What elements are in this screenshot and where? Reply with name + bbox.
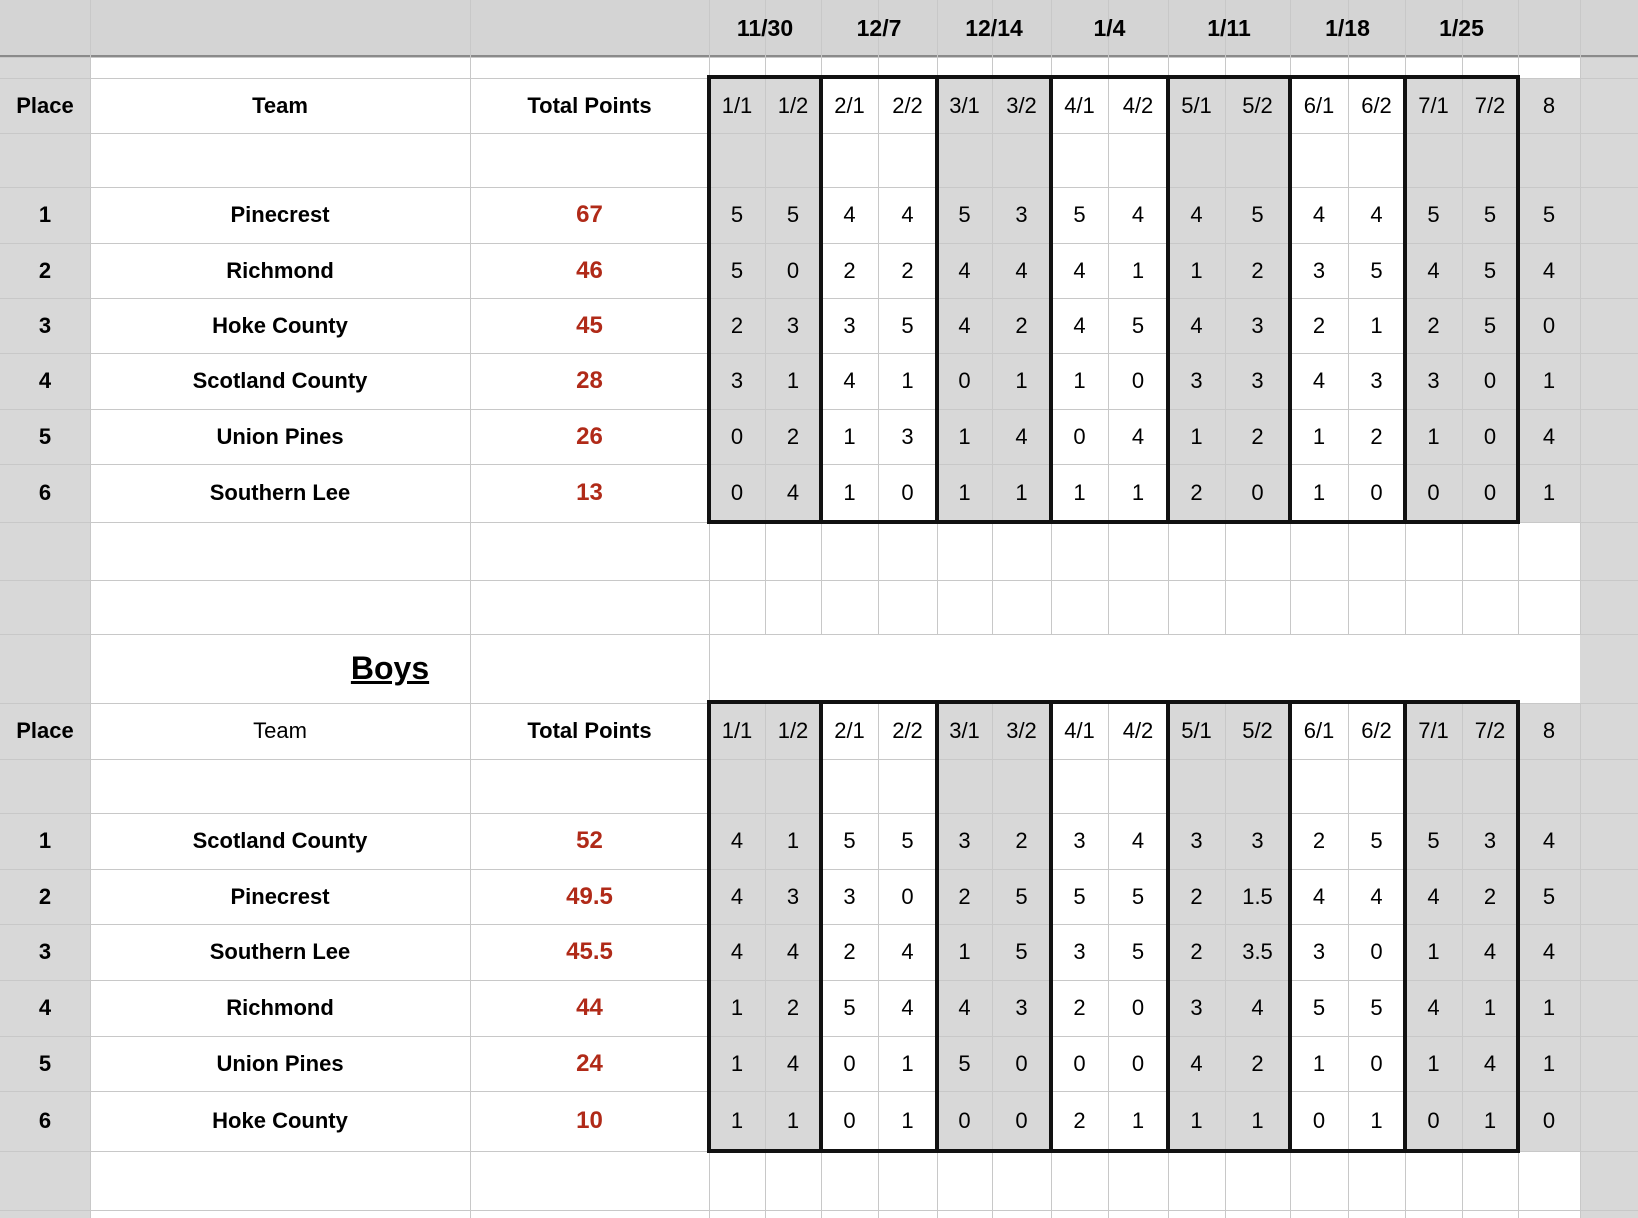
- score-cell: 3: [1190, 995, 1203, 1020]
- score-cell: 1: [1073, 368, 1086, 393]
- score-cell: 1: [1427, 1050, 1440, 1076]
- week-date-header: 12/14: [965, 15, 1023, 41]
- score-cell: 0: [1131, 368, 1145, 393]
- score-cell: 4: [1483, 1050, 1497, 1076]
- score-cell: 2: [1251, 423, 1264, 449]
- score-cell: 3: [1483, 828, 1497, 853]
- sub-column-header: 4/2: [1122, 92, 1154, 118]
- score-cell: 5: [1131, 883, 1145, 909]
- score-cell: 1: [1483, 995, 1497, 1020]
- score-cell: 3: [1190, 368, 1203, 393]
- total-points: 49.5: [566, 882, 613, 910]
- score-cell: 2: [1312, 312, 1326, 338]
- score-cell: 4: [1073, 312, 1086, 338]
- score-cell: 1: [1427, 423, 1440, 449]
- score-cell: 2: [1251, 257, 1264, 283]
- score-cell: 1: [786, 368, 800, 393]
- score-cell: 4: [1190, 202, 1203, 227]
- score-cell: 0: [843, 1050, 856, 1076]
- score-cell: 4: [1312, 202, 1326, 227]
- score-cell: 5: [1073, 883, 1086, 909]
- score-cell: 1: [1542, 368, 1556, 393]
- score-cell: 5: [1542, 883, 1556, 909]
- place-cell: 1: [38, 202, 52, 227]
- score-cell: 3: [1370, 368, 1383, 393]
- score-cell: 1: [1542, 480, 1556, 505]
- score-cell: 1: [786, 1108, 800, 1133]
- score-cell: 5: [901, 828, 914, 853]
- score-cell: 3: [1312, 257, 1326, 283]
- grid-line: [0, 759, 1638, 760]
- score-cell: 5: [1015, 883, 1028, 909]
- sub-column-header: 5/1: [1181, 718, 1212, 743]
- score-cell: 0: [730, 423, 744, 449]
- score-cell: 1: [786, 828, 800, 853]
- sub-column-header: 7/1: [1418, 718, 1449, 743]
- score-cell: 5: [1131, 939, 1145, 964]
- score-cell: 2: [1190, 939, 1203, 964]
- week-date-header: 11/30: [736, 15, 794, 41]
- score-cell: 1: [1370, 312, 1383, 338]
- score-cell: 1: [1073, 480, 1086, 505]
- score-cell: 1: [1251, 1108, 1264, 1133]
- team-name: Scotland County: [192, 828, 368, 853]
- total-points: 24: [576, 1049, 603, 1077]
- section-title: Boys: [350, 649, 430, 686]
- sub-column-header: 6/1: [1303, 92, 1335, 118]
- score-cell: 1.5: [1242, 883, 1273, 909]
- score-cell: 1: [1312, 423, 1326, 449]
- sub-column-header: 5/1: [1181, 92, 1212, 118]
- team-name: Pinecrest: [230, 202, 330, 227]
- score-cell: 3: [843, 883, 856, 909]
- score-cell: 4: [1542, 828, 1556, 853]
- title-band-bg: [710, 635, 1580, 703]
- score-cell: 2: [901, 257, 914, 283]
- score-cell: 1: [1015, 368, 1028, 393]
- score-cell: 0: [1542, 312, 1556, 338]
- score-cell: 0: [1251, 480, 1264, 505]
- score-cell: 0: [1370, 480, 1383, 505]
- score-cell: 4: [786, 480, 800, 505]
- score-cell: 3: [1251, 312, 1264, 338]
- team-name: Richmond: [226, 257, 334, 283]
- week-date-header: 12/7: [856, 15, 902, 41]
- score-cell: 1: [1542, 995, 1556, 1020]
- score-cell: 4: [843, 368, 856, 393]
- score-cell: 0: [901, 883, 914, 909]
- score-cell: 2: [730, 312, 744, 338]
- score-cell: 3: [1251, 828, 1264, 853]
- score-cell: 0: [730, 480, 744, 505]
- score-cell: 0: [1370, 939, 1383, 964]
- sub-column-header: 7/1: [1418, 92, 1449, 118]
- total-points-header: Total Points: [527, 718, 652, 743]
- score-cell: 4: [1131, 423, 1145, 449]
- score-cell: 4: [1190, 312, 1203, 338]
- score-cell: 1: [1131, 1108, 1145, 1133]
- team-name: Pinecrest: [230, 883, 330, 909]
- total-points: 10: [576, 1107, 603, 1134]
- total-points: 28: [576, 367, 603, 394]
- score-cell: 5: [1015, 939, 1028, 964]
- sub-column-header: 3/1: [949, 92, 980, 118]
- score-cell: 5: [1370, 828, 1383, 853]
- place-cell: 5: [38, 1050, 52, 1076]
- total-points: 46: [576, 256, 603, 284]
- total-points: 26: [576, 422, 603, 450]
- score-cell: 5: [1131, 312, 1145, 338]
- score-cell: 2: [1190, 883, 1203, 909]
- score-cell: 5: [730, 257, 744, 283]
- total-points: 13: [576, 479, 603, 506]
- sub-column-header: 2/2: [892, 92, 923, 118]
- score-cell: 2: [786, 995, 800, 1020]
- sub-column-header: 8: [1542, 718, 1556, 743]
- place-cell: 4: [38, 368, 52, 393]
- score-cell: 4: [1131, 202, 1145, 227]
- score-cell: 4: [1251, 995, 1264, 1020]
- sub-column-header: 1/1: [721, 718, 753, 743]
- score-cell: 2: [1251, 1050, 1264, 1076]
- score-cell: 2: [958, 883, 971, 909]
- score-cell: 1: [1370, 1108, 1383, 1133]
- score-cell: 4: [901, 995, 914, 1020]
- score-cell: 5: [1483, 312, 1497, 338]
- score-cell: 3: [1312, 939, 1326, 964]
- score-cell: 5: [901, 312, 914, 338]
- score-cell: 0: [1015, 1108, 1028, 1133]
- team-name: Richmond: [226, 995, 334, 1020]
- score-cell: 5: [958, 1050, 971, 1076]
- score-cell: 1: [1427, 939, 1440, 964]
- place-cell: 6: [38, 480, 52, 505]
- score-cell: 2: [1015, 828, 1028, 853]
- sub-column-header: 3/1: [949, 718, 980, 743]
- total-points: 45.5: [566, 938, 613, 965]
- score-cell: 4: [958, 312, 971, 338]
- grid-line: [1580, 703, 1581, 1218]
- total-points: 45: [576, 311, 603, 339]
- last-column-shade: [1580, 57, 1638, 1218]
- place-cell: 2: [38, 883, 52, 909]
- score-cell: 5: [1427, 828, 1440, 853]
- score-cell: 4: [843, 202, 856, 227]
- sub-column-header: 5/2: [1242, 92, 1273, 118]
- total-points: 44: [576, 994, 603, 1021]
- sub-column-header: 6/2: [1361, 92, 1392, 118]
- sub-column-header: 5/2: [1242, 718, 1273, 743]
- score-cell: 1: [1015, 480, 1028, 505]
- score-cell: 1: [1483, 1108, 1497, 1133]
- score-cell: 5: [1370, 995, 1383, 1020]
- grid-line: [1580, 0, 1581, 634]
- score-cell: 1: [958, 939, 971, 964]
- score-cell: 0: [901, 480, 914, 505]
- grid-line: [0, 1151, 1638, 1152]
- score-cell: 4: [958, 257, 971, 283]
- sub-column-header: 2/1: [834, 718, 865, 743]
- score-cell: 4: [1370, 202, 1383, 227]
- score-cell: 3: [1190, 828, 1203, 853]
- score-cell: 0: [958, 368, 971, 393]
- place-cell: 1: [38, 828, 52, 853]
- score-cell: 0: [1483, 368, 1497, 393]
- score-cell: 4: [901, 939, 914, 964]
- score-cell: 2: [843, 939, 856, 964]
- score-cell: 4: [1073, 257, 1086, 283]
- score-cell: 1: [843, 423, 856, 449]
- score-cell: 4: [1483, 939, 1497, 964]
- sub-column-header: 1/2: [777, 92, 809, 118]
- score-cell: 0: [843, 1108, 856, 1133]
- score-cell: 1: [901, 1050, 914, 1076]
- score-cell: 1: [958, 480, 971, 505]
- total-points: 67: [576, 201, 603, 228]
- score-cell: 0: [1483, 480, 1497, 505]
- score-cell: 0: [1131, 995, 1145, 1020]
- sub-column-header: 1/1: [721, 92, 753, 118]
- score-cell: 5: [1483, 202, 1497, 227]
- score-cell: 2: [1370, 423, 1383, 449]
- score-cell: 4: [1190, 1050, 1203, 1076]
- sub-column-header: 7/2: [1474, 92, 1506, 118]
- score-cell: 0: [1542, 1108, 1556, 1133]
- score-cell: 1: [843, 480, 856, 505]
- score-cell: 4: [1542, 257, 1556, 283]
- team-name: Southern Lee: [209, 939, 351, 964]
- score-cell: 4: [1427, 995, 1440, 1020]
- place-cell: 6: [38, 1108, 52, 1133]
- score-cell: 0: [1370, 1050, 1383, 1076]
- sub-column-header: 2/2: [892, 718, 923, 743]
- score-cell: 5: [958, 202, 971, 227]
- score-cell: 4: [1542, 939, 1556, 964]
- score-cell: 2: [1427, 312, 1440, 338]
- score-cell: 3: [730, 368, 744, 393]
- score-cell: 5: [1251, 202, 1264, 227]
- place-cell: 2: [38, 257, 52, 283]
- score-cell: 5: [843, 995, 856, 1020]
- team-name: Union Pines: [216, 423, 344, 449]
- score-cell: 3: [1015, 202, 1028, 227]
- grid-line: [0, 580, 1638, 581]
- sub-column-header: 4/1: [1064, 92, 1095, 118]
- score-cell: 4: [1015, 423, 1028, 449]
- score-cell: 3: [958, 828, 971, 853]
- score-cell: 5: [1427, 202, 1440, 227]
- score-cell: 3: [843, 312, 856, 338]
- place-cell: 4: [38, 995, 52, 1020]
- grid-line: [0, 1210, 1638, 1211]
- score-cell: 0: [1312, 1108, 1326, 1133]
- score-cell: 1: [1190, 1108, 1203, 1133]
- score-cell: 1: [1190, 423, 1203, 449]
- week-date-header: 1/18: [1325, 15, 1370, 41]
- score-cell: 5: [1483, 257, 1497, 283]
- sub-column-header: 2/1: [834, 92, 865, 118]
- grid-line: [0, 57, 1638, 58]
- place-cell: 5: [38, 423, 52, 449]
- total-points: 52: [576, 827, 603, 854]
- score-cell: 4: [958, 995, 971, 1020]
- score-cell: 0: [786, 257, 800, 283]
- sub-column-header: 7/2: [1474, 718, 1506, 743]
- score-cell: 1: [1190, 257, 1203, 283]
- score-cell: 0: [1073, 423, 1086, 449]
- score-cell: 4: [1427, 883, 1440, 909]
- score-cell: 4: [1370, 883, 1383, 909]
- score-cell: 2: [1190, 480, 1203, 505]
- score-cell: 1: [730, 995, 744, 1020]
- grid-line: [0, 133, 1638, 134]
- score-cell: 4: [1131, 828, 1145, 853]
- score-cell: 0: [1427, 1108, 1440, 1133]
- score-cell: 5: [843, 828, 856, 853]
- score-cell: 0: [1427, 480, 1440, 505]
- score-cell: 5: [1073, 202, 1086, 227]
- score-cell: 3: [786, 312, 800, 338]
- place-cell: 3: [38, 312, 52, 338]
- sub-column-header: 6/1: [1303, 718, 1335, 743]
- score-cell: 3: [1015, 995, 1028, 1020]
- score-cell: 1: [1312, 1050, 1326, 1076]
- sub-column-header: 4/1: [1064, 718, 1095, 743]
- score-cell: 2: [1312, 828, 1326, 853]
- score-cell: 0: [1483, 423, 1497, 449]
- score-cell: 4: [1542, 423, 1556, 449]
- score-cell: 3: [1073, 828, 1086, 853]
- sub-column-header: 1/2: [777, 718, 809, 743]
- score-cell: 2: [1073, 995, 1086, 1020]
- score-cell: 1: [1131, 257, 1145, 283]
- score-cell: 5: [730, 202, 744, 227]
- score-cell: 4: [1015, 257, 1028, 283]
- score-cell: 4: [786, 939, 800, 964]
- score-cell: 3: [901, 423, 914, 449]
- score-cell: 0: [958, 1108, 971, 1133]
- sub-column-header: 3/2: [1006, 92, 1037, 118]
- score-cell: 1: [730, 1108, 744, 1133]
- score-cell: 4: [1312, 883, 1326, 909]
- place-header: Place: [16, 718, 74, 743]
- score-cell: 3: [1427, 368, 1440, 393]
- score-cell: 4: [730, 939, 744, 964]
- score-cell: 4: [786, 1050, 800, 1076]
- score-cell: 1: [1312, 480, 1326, 505]
- week-date-header: 1/11: [1207, 15, 1251, 41]
- team-name: Hoke County: [212, 1108, 348, 1133]
- sub-column-header: 6/2: [1361, 718, 1392, 743]
- score-cell: 2: [786, 423, 800, 449]
- score-cell: 2: [1073, 1108, 1086, 1133]
- place-cell: 3: [38, 939, 52, 964]
- score-cell: 0: [1131, 1050, 1145, 1076]
- score-cell: 4: [730, 828, 744, 853]
- score-cell: 5: [1370, 257, 1383, 283]
- score-cell: 2: [1015, 312, 1028, 338]
- score-cell: 4: [1312, 368, 1326, 393]
- team-name: Scotland County: [192, 368, 368, 393]
- team-header: Team: [252, 92, 308, 118]
- week-date-header: 1/25: [1439, 15, 1484, 41]
- grid-line: [0, 522, 1638, 523]
- sub-column-header: 8: [1542, 92, 1556, 118]
- team-name: Southern Lee: [209, 480, 351, 505]
- score-cell: 3: [1251, 368, 1264, 393]
- score-cell: 1: [1131, 480, 1145, 505]
- score-cell: 1: [958, 423, 971, 449]
- score-cell: 4: [1427, 257, 1440, 283]
- score-cell: 3: [1073, 939, 1086, 964]
- place-header: Place: [16, 92, 74, 118]
- team-name: Hoke County: [212, 312, 348, 338]
- score-cell: 3.5: [1242, 939, 1273, 964]
- score-cell: 0: [1073, 1050, 1086, 1076]
- total-points-header: Total Points: [527, 92, 652, 118]
- week-date-header: 1/4: [1093, 15, 1126, 41]
- score-cell: 3: [786, 883, 800, 909]
- score-cell: 4: [901, 202, 914, 227]
- score-cell: 1: [901, 1108, 914, 1133]
- score-cell: 2: [843, 257, 856, 283]
- score-cell: 5: [1312, 995, 1326, 1020]
- sub-column-header: 3/2: [1006, 718, 1037, 743]
- score-cell: 5: [1542, 202, 1556, 227]
- score-cell: 2: [1483, 883, 1497, 909]
- score-cell: 0: [1015, 1050, 1028, 1076]
- team-header: Team: [253, 718, 307, 743]
- score-cell: 1: [901, 368, 914, 393]
- score-cell: 1: [1542, 1050, 1556, 1076]
- team-name: Union Pines: [216, 1050, 344, 1076]
- score-cell: 5: [786, 202, 800, 227]
- score-cell: 4: [730, 883, 744, 909]
- score-cell: 1: [730, 1050, 744, 1076]
- sub-column-header: 4/2: [1122, 718, 1154, 743]
